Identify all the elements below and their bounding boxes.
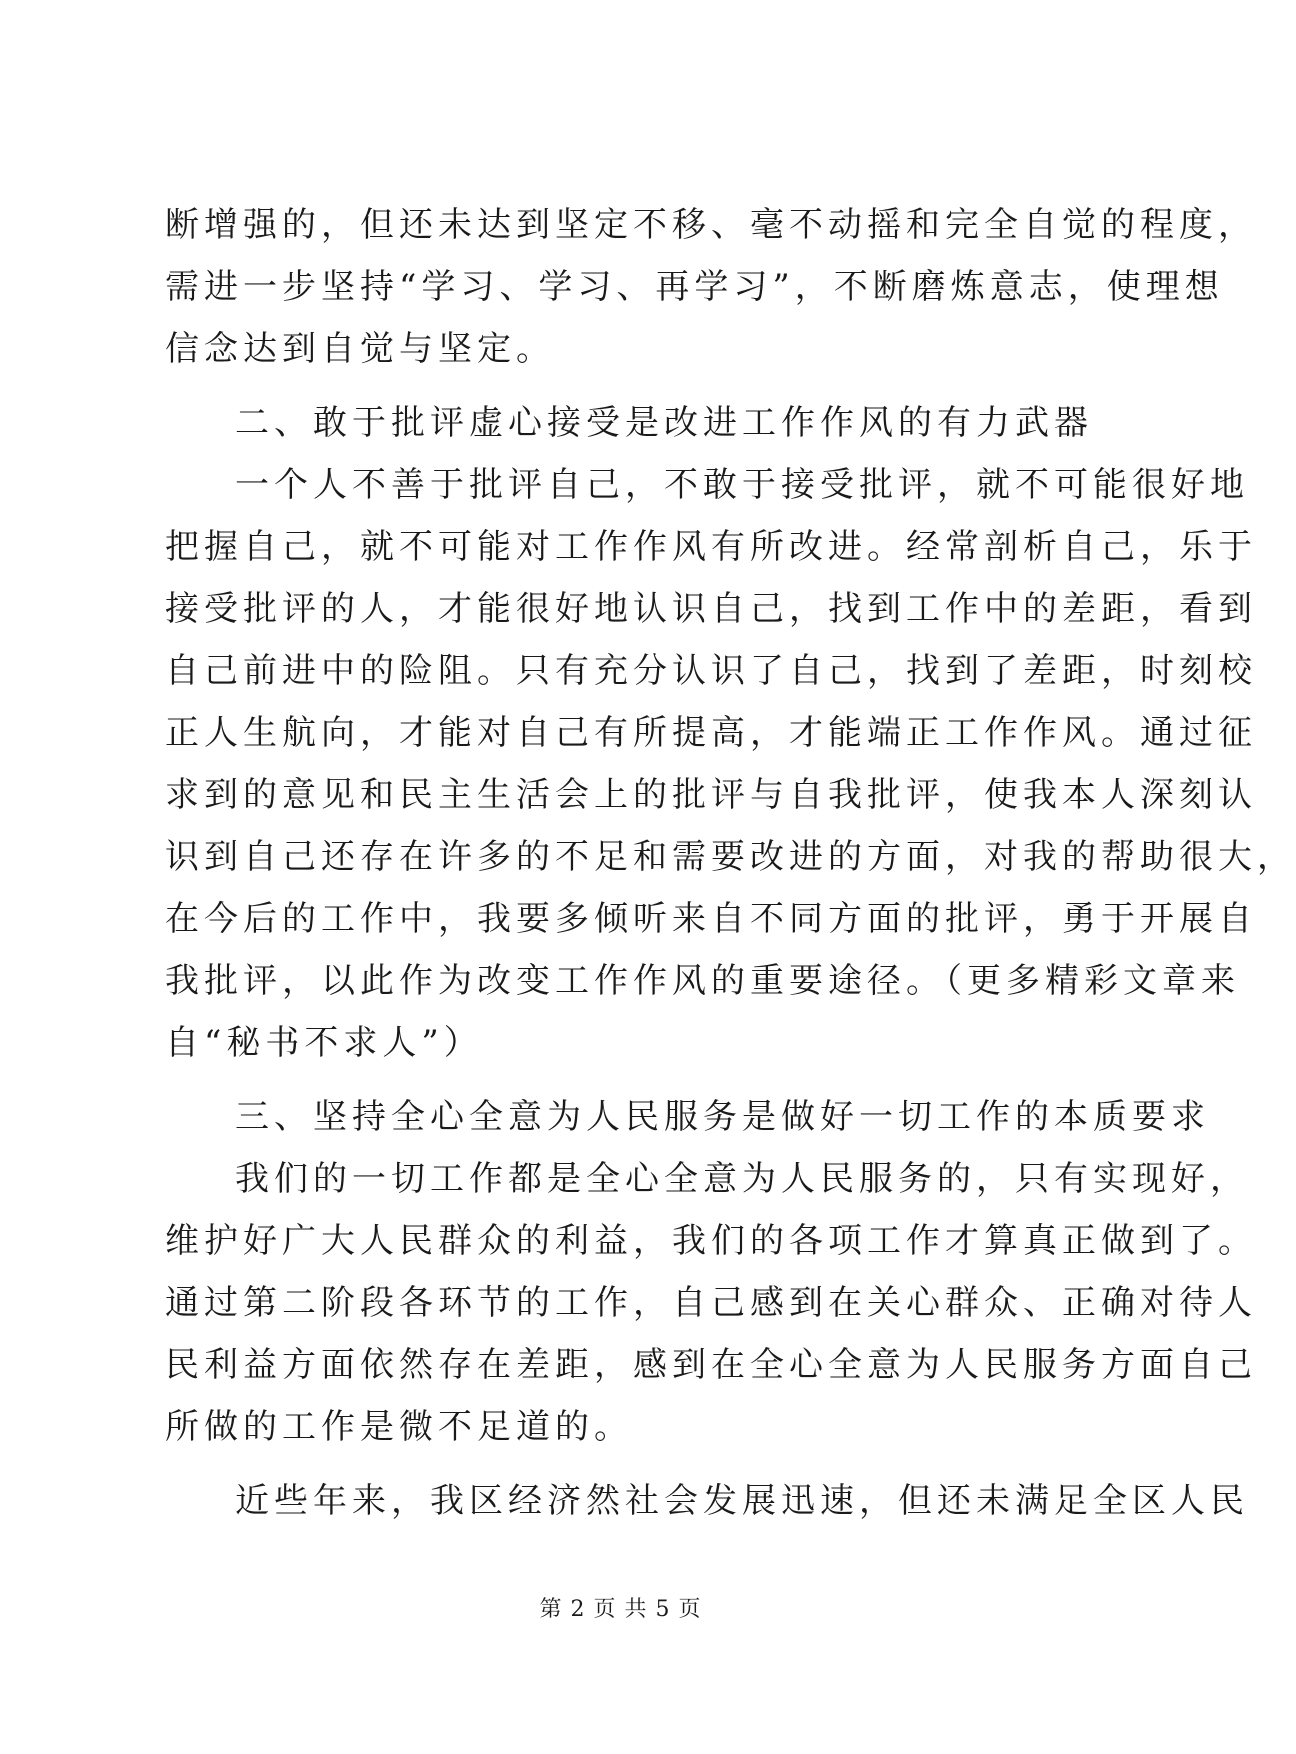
text-line: 正人生航向，才能对自己有所提高，才能端正工作作风。通过征 [165,713,1257,753]
text-line: 民利益方面依然存在差距，感到在全心全意为人民服务方面自己 [165,1345,1257,1385]
text-line: 需进一步坚持“学习、学习、再学习”，不断磨炼意志，使理想 [165,267,1224,307]
text-line: 求到的意见和民主生活会上的批评与自我批评，使我本人深刻认 [165,775,1257,815]
document-body [165,194,1296,1532]
text-line: 一个人不善于批评自己，不敢于接受批评，就不可能很好地 [235,465,1249,505]
text-line: 识到自己还存在许多的不足和需要改进的方面，对我的帮助很大， [165,837,1296,877]
text-line: 自“秘书不求人”） [165,1023,483,1063]
text-line: 接受批评的人，才能很好地认识自己，找到工作中的差距，看到 [165,589,1257,629]
text-line: 信念达到自觉与坚定。 [165,329,555,369]
text-line: 断增强的，但还未达到坚定不移、毫不动摇和完全自觉的程度， [165,205,1257,245]
text-line: 自己前进中的险阻。只有充分认识了自己，找到了差距，时刻校 [165,651,1257,691]
text-line: 通过第二阶段各环节的工作，自己感到在关心群众、正确对待人 [165,1283,1257,1323]
text-line: 所做的工作是微不足道的。 [165,1407,633,1447]
section-heading: 三、坚持全心全意为人民服务是做好一切工作的本质要求 [235,1097,1210,1137]
text-line: 我们的一切工作都是全心全意为人民服务的，只有实现好， [235,1159,1249,1199]
text-line: 在今后的工作中，我要多倾听来自不同方面的批评，勇于开展自 [165,899,1257,939]
page-number: 第 2 页 共 5 页 [539,1597,702,1622]
text-line: 近些年来，我区经济然社会发展迅速，但还未满足全区人民 [235,1481,1249,1521]
text-line: 维护好广大人民群众的利益，我们的各项工作才算真正做到了。 [165,1221,1257,1261]
text-line: 把握自己，就不可能对工作作风有所改进。经常剖析自己，乐于 [165,527,1257,567]
text-line: 我批评，以此作为改变工作作风的重要途径。（更多精彩文章来 [165,961,1240,1001]
section-heading: 二、敢于批评虚心接受是改进工作作风的有力武器 [235,403,1093,443]
